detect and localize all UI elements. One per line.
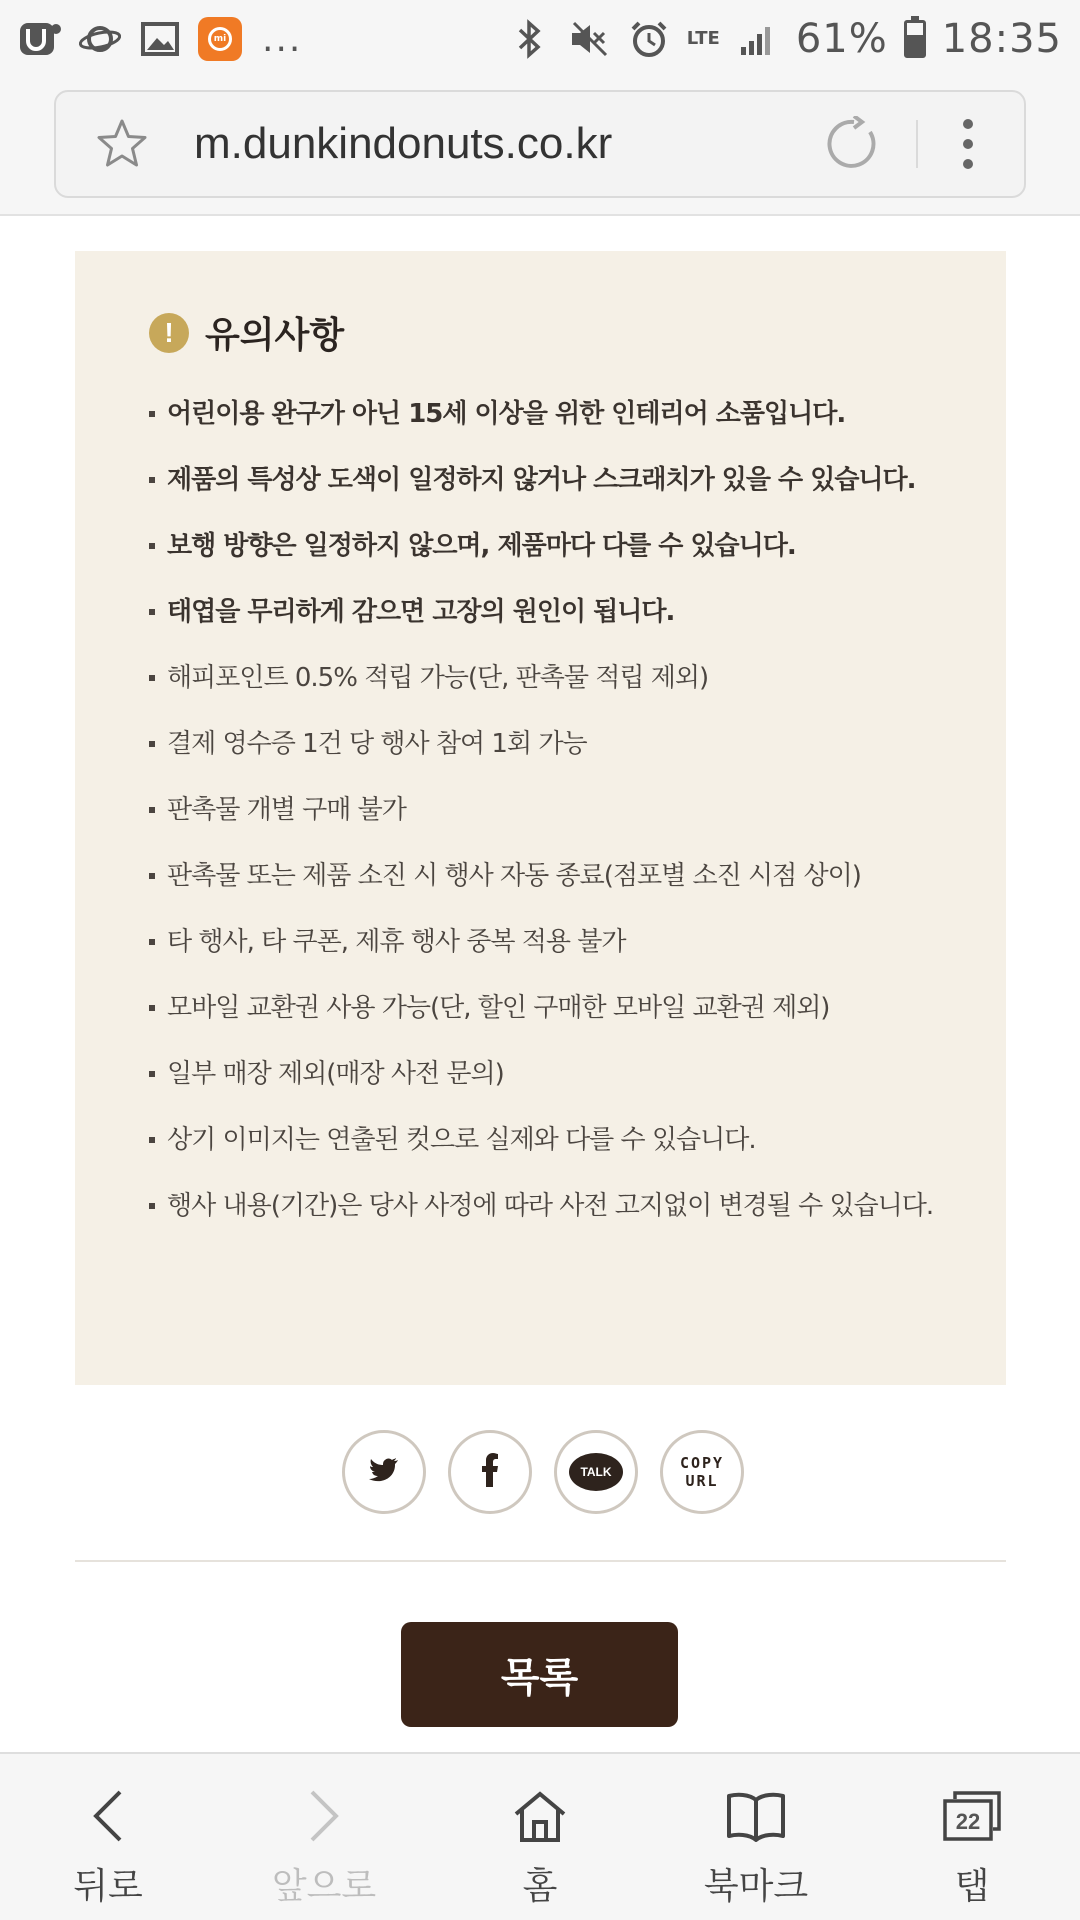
notice-item: 행사 내용(기간)은 당사 사정에 따라 사전 고지없이 변경될 수 있습니다. — [149, 1173, 949, 1239]
notice-item: 판촉물 또는 제품 소진 시 행사 자동 종료(점포별 소진 시점 상이) — [149, 843, 949, 909]
notice-item: 상기 이미지는 연출된 컷으로 실제와 다를 수 있습니다. — [149, 1107, 949, 1173]
twitter-icon — [369, 1457, 399, 1487]
notice-item: 일부 매장 제외(매장 사전 문의) — [149, 1041, 949, 1107]
copy-label-line1: COPY — [679, 1454, 725, 1472]
nav-tabs[interactable] — [864, 1754, 1080, 1920]
nav-tabs-label: 탭 — [954, 1866, 990, 1907]
star-icon[interactable] — [92, 114, 152, 174]
status-right — [507, 16, 1062, 62]
kakaotalk-icon: TALK — [569, 1453, 623, 1491]
exclamation-icon: ! — [149, 313, 189, 353]
back-arrow-icon — [76, 1784, 140, 1848]
more-notifications: ... — [262, 18, 303, 60]
browser-bottom-nav — [0, 1752, 1080, 1920]
notice-item: 결제 영수증 1건 당 행사 참여 1회 가능 — [149, 711, 949, 777]
notice-item: 제품의 특성상 도색이 일정하지 않거나 스크래치가 있을 수 있습니다. — [149, 447, 949, 513]
nav-home[interactable] — [432, 1754, 648, 1920]
notice-item: 판촉물 개별 구매 불가 — [149, 777, 949, 843]
notice-section — [75, 251, 1006, 1385]
nav-home-label: 홈 — [522, 1866, 558, 1907]
notice-header — [149, 307, 344, 358]
kakaotalk-share-button[interactable] — [554, 1430, 638, 1514]
notice-item: 타 행사, 타 쿠폰, 제휴 행사 중복 적용 불가 — [149, 909, 949, 975]
tabs-count: 22 — [955, 1809, 981, 1834]
reload-icon[interactable] — [822, 112, 886, 176]
signal-icon — [736, 17, 780, 61]
home-icon — [508, 1784, 572, 1848]
copy-label-line2: URL — [685, 1472, 719, 1490]
toolbar-divider — [916, 120, 918, 168]
gallery-icon — [138, 17, 182, 61]
list-button[interactable]: 목록 — [401, 1622, 678, 1727]
clock: 18:35 — [941, 16, 1062, 62]
alarm-icon — [627, 17, 671, 61]
nav-back-label: 뒤로 — [73, 1866, 143, 1907]
copy-url-label — [680, 1454, 724, 1490]
planet-icon — [78, 17, 122, 61]
share-buttons — [342, 1430, 744, 1514]
mute-icon — [567, 17, 611, 61]
nav-forward-label: 앞으로 — [271, 1866, 377, 1907]
notice-item: 모바일 교환권 사용 가능(단, 할인 구매한 모바일 교환권 제외) — [149, 975, 949, 1041]
twitter-share-button[interactable] — [342, 1430, 426, 1514]
address-bar[interactable] — [54, 90, 1026, 198]
facebook-icon — [481, 1453, 499, 1491]
status-bar — [0, 0, 1080, 78]
mi-app-icon: mi — [198, 17, 242, 61]
status-left — [18, 17, 302, 61]
tabs-icon — [940, 1784, 1004, 1848]
copy-url-button[interactable] — [660, 1430, 744, 1514]
forward-arrow-icon — [292, 1784, 356, 1848]
more-options-icon[interactable] — [956, 114, 980, 174]
notice-list — [149, 381, 949, 1239]
section-divider — [75, 1560, 1006, 1562]
notice-item: 해피포인트 0.5% 적립 가능(단, 판촉물 적립 제외) — [149, 645, 949, 711]
notice-item: 보행 방향은 일정하지 않으며, 제품마다 다를 수 있습니다. — [149, 513, 949, 579]
battery-percent: 61% — [795, 16, 888, 62]
book-icon — [724, 1784, 788, 1848]
bluetooth-icon — [507, 17, 551, 61]
lte-indicator: LTE — [686, 28, 720, 49]
nav-forward[interactable] — [216, 1754, 432, 1920]
facebook-share-button[interactable] — [448, 1430, 532, 1514]
browser-toolbar — [0, 78, 1080, 216]
notice-item: 어린이용 완구가 아닌 15세 이상을 위한 인테리어 소품입니다. — [149, 381, 949, 447]
battery-icon — [904, 20, 926, 58]
url-text[interactable]: m.dunkindonuts.co.kr — [194, 119, 613, 168]
u-plus-icon — [18, 17, 62, 61]
nav-bookmarks-label: 북마크 — [703, 1866, 809, 1907]
notice-title: 유의사항 — [205, 315, 345, 356]
notice-item: 태엽을 무리하게 감으면 고장의 원인이 됩니다. — [149, 579, 949, 645]
nav-back[interactable] — [0, 1754, 216, 1920]
nav-bookmarks[interactable] — [648, 1754, 864, 1920]
